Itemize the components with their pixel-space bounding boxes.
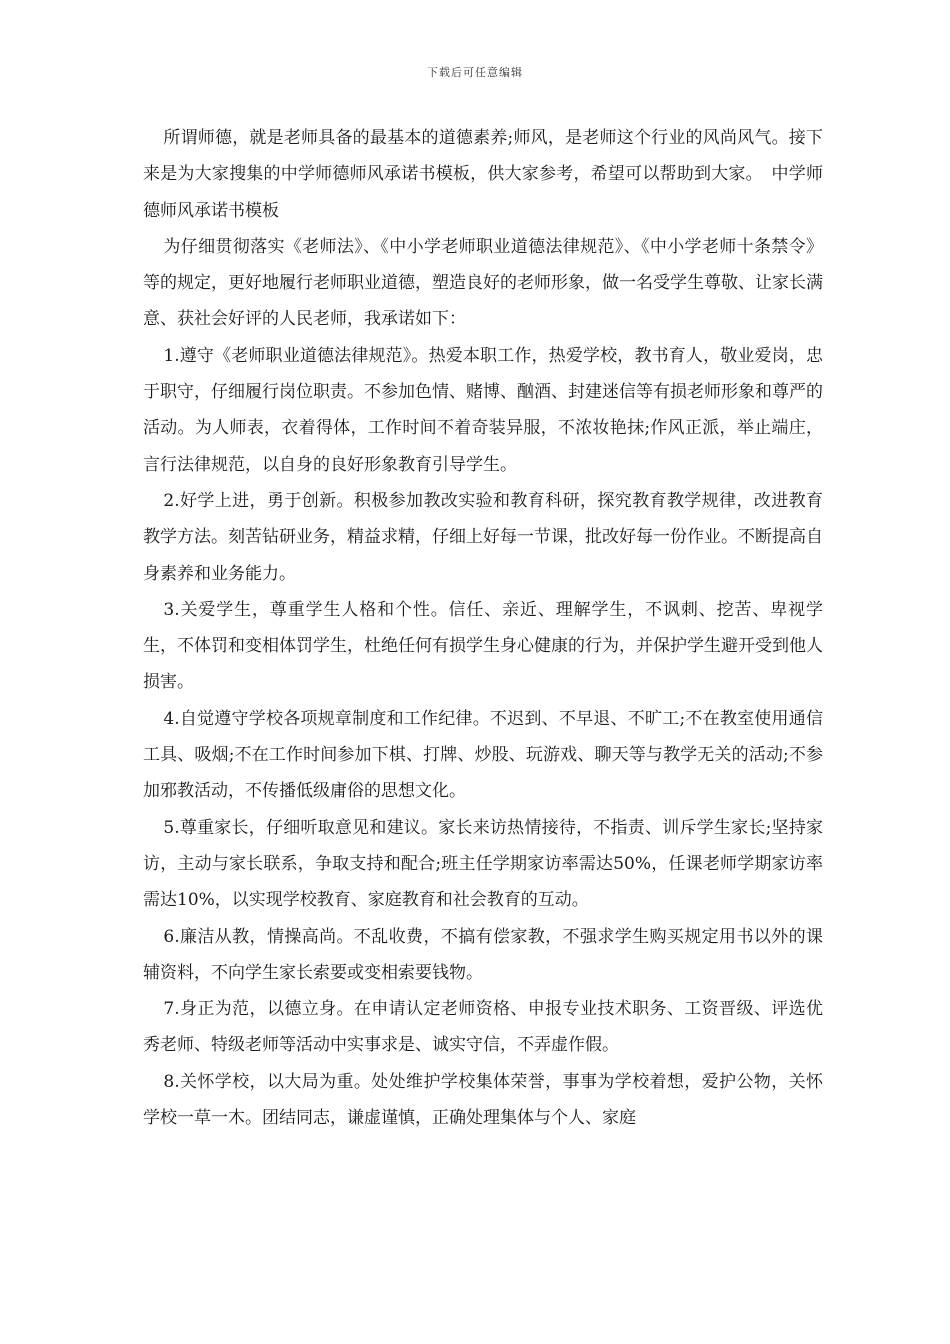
pledge-item-2: 2.好学上进，勇于创新。积极参加教改实验和教育科研，探究教育教学规律，改进教育教学方法。刻苦钻研业务，精益求精，仔细上好每一节课，批改好每一份作业。不断提高自身素养和业务能力。: [143, 490, 823, 584]
pledge-item-5: 5.尊重家长，仔细听取意见和建议。家长来访热情接待，不指责、训斥学生家长;坚持家访，主动与家长联系，争取支持和配合;班主任学期家访率需达50%，任课老师学期家访率需达10%，以实现学校教育、家庭教育和社会教育的互动。: [143, 817, 823, 911]
document-body: [143, 120, 823, 1136]
preamble-paragraph: 为仔细贯彻落实《老师法》、《中小学老师职业道德法律规范》、《中小学老师十条禁令》等的规定，更好地履行老师职业道德，塑造良好的老师形象，做一名受学生尊敬、让家长满意、获社会好评的人民老师，我承诺如下：: [143, 236, 823, 330]
intro-paragraph: 所谓师德，就是老师具备的最基本的道德素养;师风，是老师这个行业的风尚风气。接下来是为大家搜集的中学师德师风承诺书模板，供大家参考，希望可以帮助到大家。 中学师德师风承诺书模板: [143, 128, 823, 221]
pledge-item-8: 8.关怀学校，以大局为重。处处维护学校集体荣誉，事事为学校着想，爱护公物，关怀学校一草一木。团结同志，谦虚谨慎，正确处理集体与个人、家庭: [143, 1071, 823, 1129]
pledge-item-3: 3.关爱学生，尊重学生人格和个性。信任、亲近、理解学生，不讽刺、挖苦、卑视学生，不体罚和变相体罚学生，杜绝任何有损学生身心健康的行为，并保护学生避开受到他人损害。: [143, 599, 823, 693]
pledge-item-4: 4.自觉遵守学校各项规章制度和工作纪律。不迟到、不早退、不旷工;不在教室使用通信工具、吸烟;不在工作时间参加下棋、打牌、炒股、玩游戏、聊天等与教学无关的活动;不参加邪教活动，不传播低级庸俗的思想文化。: [143, 708, 823, 802]
pledge-item-7: 7.身正为范，以德立身。在申请认定老师资格、申报专业技术职务、工资晋级、评选优秀老师、特级老师等活动中实事求是、诚实守信，不弄虚作假。: [143, 999, 823, 1056]
pledge-item-1: 1.遵守《老师职业道德法律规范》。热爱本职工作，热爱学校，教书育人，敬业爱岗，忠于职守，仔细履行岗位职责。不参加色情、赌博、酗酒、封建迷信等有损老师形象和尊严的活动。为人师表，衣着得体，工作时间不着奇装异服，不浓妆艳抹;作风正派，举止端庄，言行法律规范，以自身的良好形象教育引导学生。: [143, 345, 823, 475]
pledge-item-6: 6.廉洁从教，情操高尚。不乱收费，不搞有偿家教，不强求学生购买规定用书以外的课辅资料，不向学生家长索要或变相索要钱物。: [143, 926, 823, 983]
page-header: 下载后可任意编辑: [427, 66, 523, 79]
